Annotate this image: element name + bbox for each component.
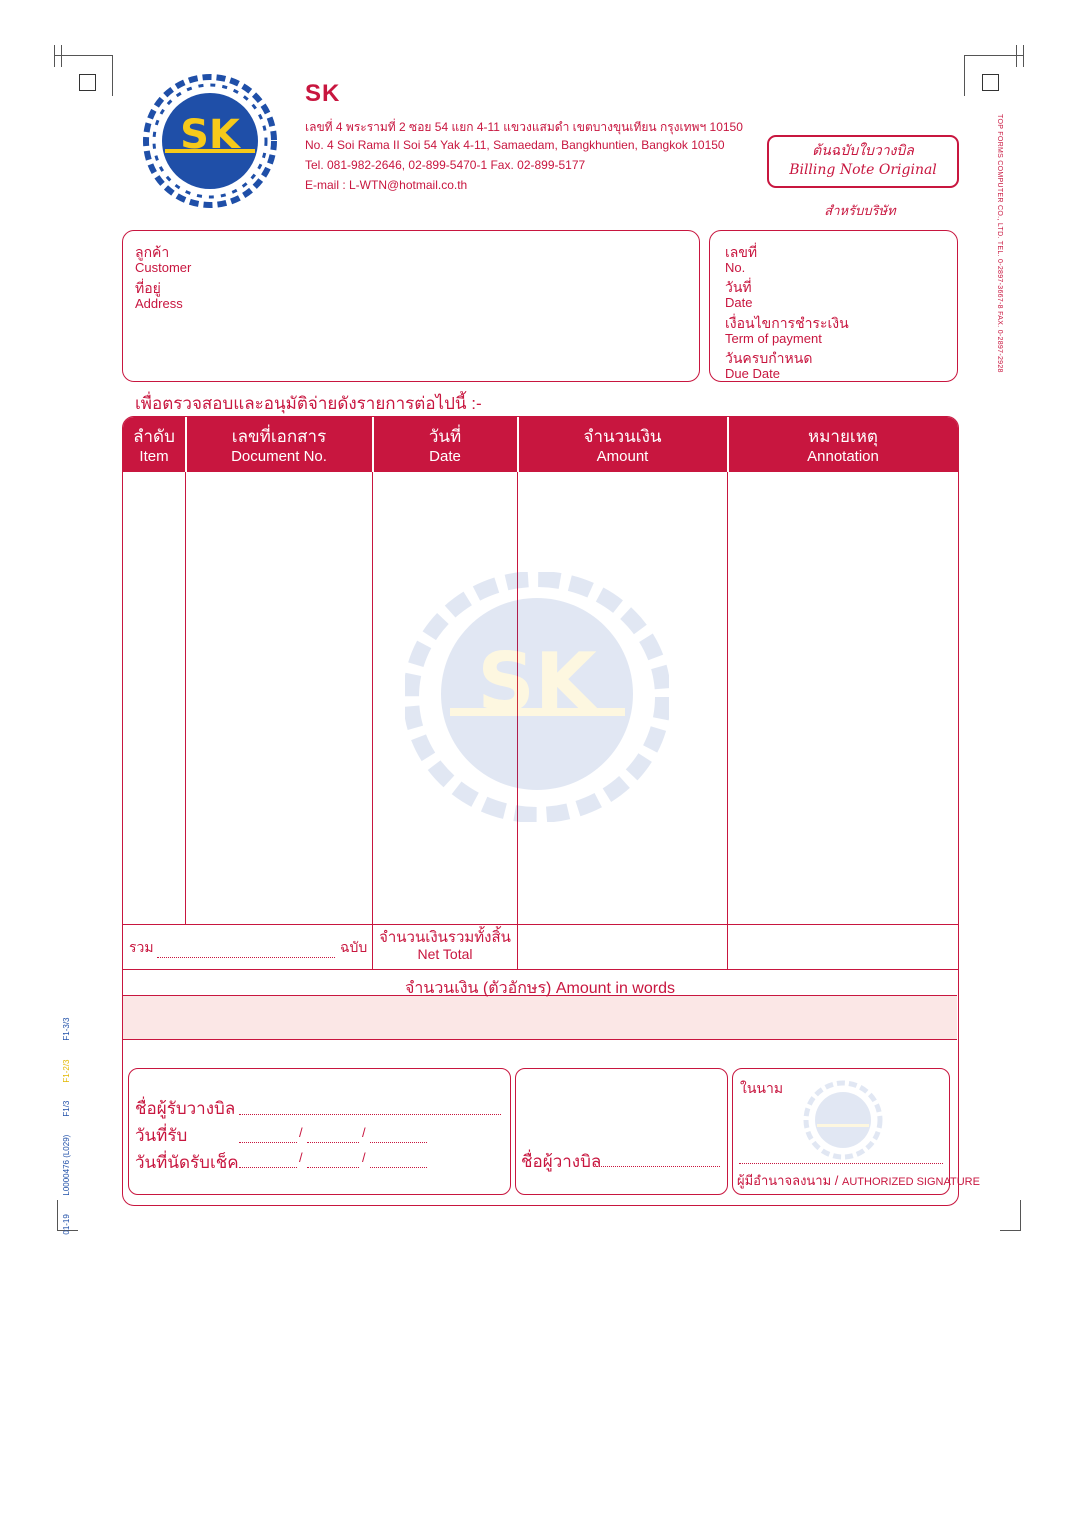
divider-line: [123, 1039, 957, 1040]
copies-label: ฉบับ: [340, 939, 368, 955]
column-line: [372, 472, 373, 969]
watermark-text: SK: [477, 636, 597, 729]
on-behalf-label: ในนาม: [740, 1080, 784, 1096]
biller-name-label: ชื่อผู้วางบิล: [521, 1152, 602, 1171]
biller-box: [515, 1068, 728, 1195]
company-name: SK: [305, 80, 341, 107]
column-line: [727, 472, 728, 969]
column-header-document-no: เลขที่เอกสาร Document No.: [231, 427, 327, 465]
column-header-date: วันที่ Date: [428, 427, 462, 465]
column-header-item: ลำดับ Item: [133, 427, 175, 465]
total-label: รวม: [129, 939, 154, 955]
received-date-month-field[interactable]: [307, 1128, 359, 1143]
company-email: E-mail : L-WTN@hotmail.co.th: [305, 178, 468, 192]
column-line: [185, 472, 186, 924]
biller-name-field[interactable]: [596, 1151, 720, 1167]
received-date-label: วันที่รับ: [135, 1126, 188, 1145]
company-logo: [143, 74, 277, 208]
cheque-date-month-field[interactable]: [307, 1153, 359, 1168]
form-code: 01-19: [62, 1214, 71, 1235]
receiver-name-label: ชื่อผู้รับวางบิล: [135, 1099, 236, 1118]
due-date-label: วันครบกำหนด Due Date: [725, 350, 813, 381]
date-separator: /: [362, 1150, 366, 1165]
receiver-name-field[interactable]: [239, 1099, 501, 1115]
document-info-box: [709, 230, 958, 382]
customer-label: ลูกค้า Customer: [135, 244, 192, 275]
received-date-day-field[interactable]: [239, 1128, 297, 1143]
column-header-amount: จำนวนเงิน Amount: [583, 427, 662, 465]
date-separator: /: [299, 1125, 303, 1140]
printer-vendor-info: TOP FORMS COMPUTER CO., LTD. TEL. 0-2897-3667-8 FAX. 0-2897-2928: [996, 114, 1003, 373]
customer-box: [122, 230, 700, 382]
authorized-signature-box: [732, 1068, 980, 1195]
amount-in-words-label: จำนวนเงิน (ตัวอักษร) Amount in words: [405, 980, 675, 997]
payment-term-label: เงื่อนไขการชำระเงิน Term of payment: [725, 315, 849, 346]
form-code: F1/3: [62, 1100, 71, 1117]
crop-mark-br: [1000, 1200, 1021, 1231]
doc-date-label: วันที่ Date: [725, 279, 753, 310]
crop-mark-tl-ruler: [54, 45, 62, 67]
logo-text: SK: [180, 112, 240, 158]
company-address-en: No. 4 Soi Rama II Soi 54 Yak 4-11, Samaedam, Bangkhuntien, Bangkok 10150: [305, 138, 725, 152]
stamp-watermark-icon: [803, 1080, 883, 1160]
signature-field[interactable]: [739, 1155, 943, 1164]
doc-no-label: เลขที่ No.: [725, 244, 758, 275]
total-copies-field[interactable]: [157, 941, 335, 958]
column-header-annotation: หมายเหตุ Annotation: [807, 427, 879, 465]
amount-in-words-field[interactable]: [123, 996, 957, 1039]
table-header: [123, 417, 958, 472]
original-stamp: [767, 135, 959, 188]
company-tel-fax: Tel. 081-982-2646, 02-899-5470-1 Fax. 02-899-5177: [305, 158, 586, 172]
crop-mark-tr-ruler: [1016, 45, 1024, 67]
form-codes: [62, 1002, 71, 1235]
receiver-box: [128, 1068, 511, 1195]
net-total-label: จำนวนเงินรวมทั้งสิ้น Net Total: [379, 929, 511, 962]
stamp-title-th: ต้นฉบับใบวางบิล: [812, 143, 914, 159]
section-note: เพื่อตรวจสอบและอนุมัติจ่ายดังรายการต่อไปนี้ :-: [135, 394, 482, 413]
total-row-line: [123, 924, 958, 925]
received-date-year-field[interactable]: [370, 1128, 427, 1143]
cheque-date-year-field[interactable]: [370, 1153, 427, 1168]
stamp-title-en: Billing Note Original: [789, 162, 937, 178]
cheque-date-label: วันที่นัดรับเช็ค: [135, 1153, 239, 1172]
address-label: ที่อยู่ Address: [135, 280, 183, 311]
company-address-th: เลขที่ 4 พระรามที่ 2 ซอย 54 แยก 4-11 แขวงแสมดำ เขตบางขุนเทียน กรุงเทพฯ 10150: [305, 120, 743, 134]
form-code: L0000476 (L029): [62, 1134, 71, 1196]
date-separator: /: [362, 1125, 366, 1140]
date-separator: /: [299, 1150, 303, 1165]
cheque-date-day-field[interactable]: [239, 1153, 297, 1168]
form-code: F1-3/3: [62, 1018, 71, 1042]
stamp-subtitle: สำหรับบริษัท: [824, 204, 896, 219]
watermark-logo: [405, 572, 669, 822]
registration-square-left: [79, 74, 96, 91]
authorized-signature-label: ผู้มีอำนาจลงนาม / AUTHORIZED SIGNATURE: [737, 1173, 980, 1188]
form-code: F1-2/3: [62, 1059, 71, 1083]
registration-square-right: [982, 74, 999, 91]
